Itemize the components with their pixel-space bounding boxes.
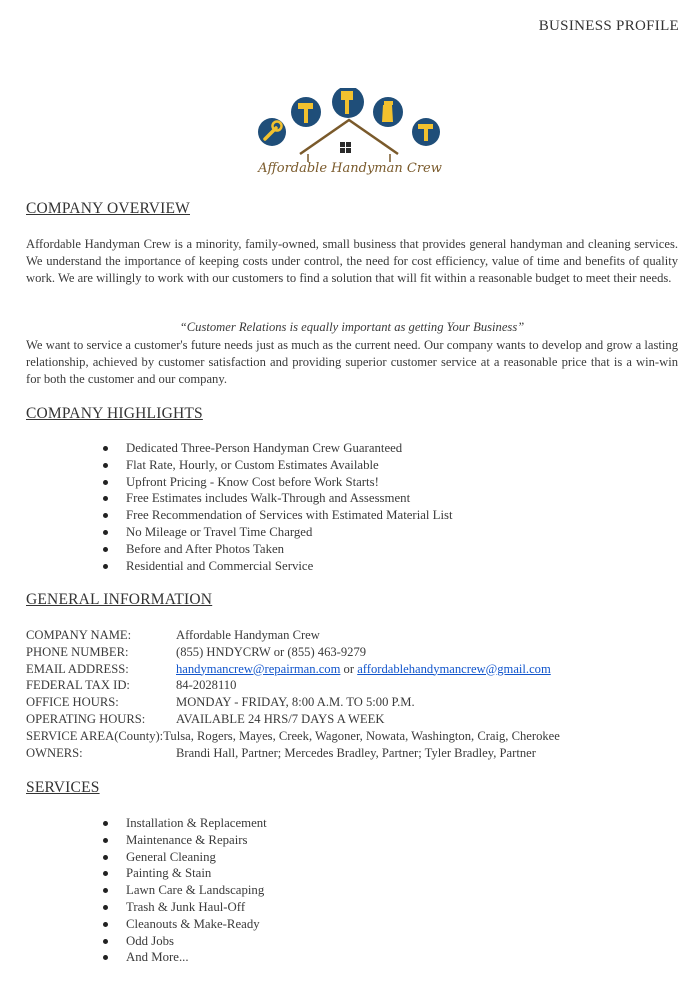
info-label: PHONE NUMBER: bbox=[26, 644, 129, 659]
email-link-2[interactable]: affordablehandymancrew@gmail.com bbox=[357, 661, 551, 676]
highlights-list bbox=[103, 440, 453, 574]
list-item: General Cleaning bbox=[103, 849, 267, 866]
office-hours-value: MONDAY - FRIDAY, 8:00 A.M. TO 5:00 P.M. bbox=[176, 695, 415, 710]
owners-value: Brandi Hall, Partner; Mercedes Bradley, Partner; Tyler Bradley, Partner bbox=[176, 745, 536, 760]
hammer-icon-2 bbox=[412, 118, 440, 146]
operating-hours-value: AVAILABLE 24 HRS/7 DAYS A WEEK bbox=[176, 711, 385, 726]
info-label: OFFICE HOURS: bbox=[26, 695, 119, 710]
info-label: FEDERAL TAX ID: bbox=[26, 678, 130, 693]
list-item: Installation & Replacement bbox=[103, 815, 267, 832]
list-item: Painting & Stain bbox=[103, 865, 267, 882]
list-item: Odd Jobs bbox=[103, 933, 267, 950]
info-label: OPERATING HOURS: bbox=[26, 711, 146, 726]
email-separator: or bbox=[340, 661, 358, 676]
logo-wordmark: Affordable Handyman Crew bbox=[258, 161, 442, 176]
services-list bbox=[103, 815, 267, 966]
wrench-icon bbox=[258, 118, 286, 146]
list-item: Flat Rate, Hourly, or Custom Estimates Available bbox=[103, 457, 453, 474]
list-item: Cleanouts & Make-Ready bbox=[103, 916, 267, 933]
overview-heading: COMPANY OVERVIEW bbox=[26, 200, 190, 217]
list-item: Upfront Pricing - Know Cost before Work Starts! bbox=[103, 474, 453, 491]
info-label: COMPANY NAME: bbox=[26, 628, 132, 642]
spray-bottle-icon bbox=[373, 97, 403, 127]
general-info-table bbox=[26, 627, 686, 761]
list-item: Residential and Commercial Service bbox=[103, 558, 453, 575]
list-item: Before and After Photos Taken bbox=[103, 541, 453, 558]
services-heading: SERVICES bbox=[26, 779, 100, 796]
info-label: OWNERS: bbox=[26, 745, 83, 760]
general-info-heading: GENERAL INFORMATION bbox=[26, 591, 213, 608]
list-item: Trash & Junk Haul-Off bbox=[103, 899, 267, 916]
document-header-title: BUSINESS PROFILE bbox=[538, 18, 679, 34]
overview-paragraph-1: Affordable Handyman Crew is a minority, family-owned, small business that provides general handyman and cleaning services. We understand the importance of keeping costs under control, the need for cost efficiency, value of time and benefits of quality work. We are willingly to work with our customers to find a solution that will fit within a reasonable budget to meet their needs. bbox=[26, 237, 678, 285]
house-icon bbox=[300, 120, 398, 162]
list-item: Free Recommendation of Services with Estimated Material List bbox=[103, 507, 453, 524]
company-name-value: Affordable Handyman Crew bbox=[176, 628, 320, 642]
tax-id-value: 84-2028110 bbox=[176, 678, 237, 693]
highlights-heading: COMPANY HIGHLIGHTS bbox=[26, 405, 203, 422]
list-item: No Mileage or Travel Time Charged bbox=[103, 524, 453, 541]
list-item: Free Estimates includes Walk-Through and Assessment bbox=[103, 490, 453, 507]
list-item: Dedicated Three-Person Handyman Crew Guaranteed bbox=[103, 440, 453, 457]
company-logo bbox=[252, 88, 448, 184]
info-label: EMAIL ADDRESS: bbox=[26, 661, 129, 676]
info-label: SERVICE AREA(County): bbox=[26, 728, 164, 743]
service-area-value: Tulsa, Rogers, Mayes, Creek, Wagoner, Nowata, Washington, Craig, Cherokee bbox=[163, 728, 560, 743]
list-item: Lawn Care & Landscaping bbox=[103, 882, 267, 899]
phone-value: (855) HNDYCRW or (855) 463-9279 bbox=[176, 644, 367, 659]
paintbrush-icon bbox=[332, 88, 364, 118]
list-item: Maintenance & Repairs bbox=[103, 832, 267, 849]
list-item: And More... bbox=[103, 949, 267, 966]
hammer-icon bbox=[291, 97, 321, 127]
email-link-1[interactable]: handymancrew@repairman.com bbox=[176, 661, 341, 676]
overview-quote: “Customer Relations is equally important as getting Your Business” bbox=[179, 320, 525, 334]
overview-paragraph-2: We want to service a customer's future needs just as much as the current need. Our company wants to develop and grow a lasting relationship, achieved by customer satisfaction and providing superior customer service at a reasonable price that is a win-win for both the customer and our company. bbox=[26, 338, 678, 386]
